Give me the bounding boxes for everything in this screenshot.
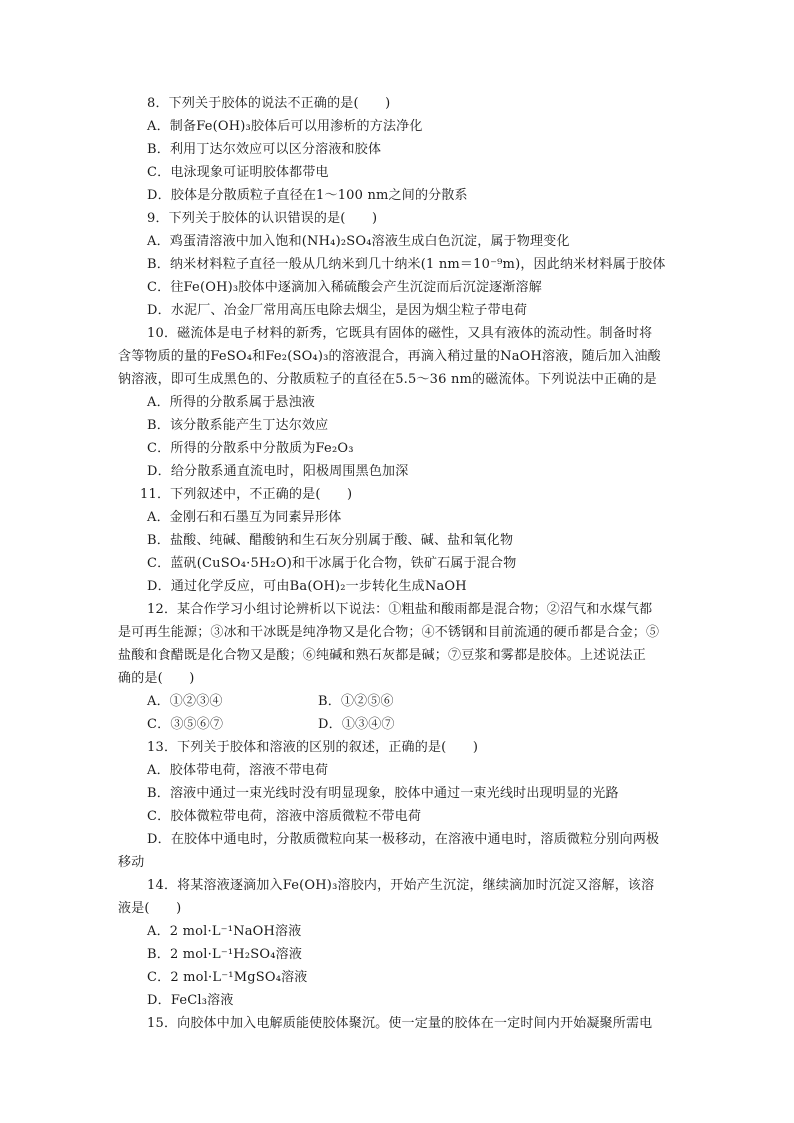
q14-stem-line1: 14．将某溶液逐滴加入Fe(OH)₃溶胶内，开始产生沉淀，继续滴加时沉淀又溶解，该溶 [147,878,655,893]
q14-option-b: B．2 mol·L⁻¹H₂SO₄溶液 [147,947,303,962]
q13-option-c: C．胶体微粒带电荷，溶液中溶质微粒不带电荷 [147,809,422,824]
q10-option-d: D．给分散系通直流电时，阳极周围黑色加深 [147,464,409,479]
q8-option-d: D．胶体是分散质粒子直径在1～100 nm之间的分散系 [147,188,468,203]
q11-option-b: B．盐酸、纯碱、醋酸钠和生石灰分别属于酸、碱、盐和氧化物 [147,533,514,548]
q10-stem-line2: 含等物质的量的FeSO₄和Fe₂(SO₄)₃的溶液混合，再滴入稍过量的NaOH溶液，随后加入油酸 [118,349,661,364]
q11-option-a: A．金刚石和石墨互为同素异形体 [147,510,342,525]
q13-option-d-line2: 移动 [118,855,145,870]
q9-option-b: B．纳米材料粒子直径一般从几纳米到几十纳米(1 nm＝10⁻⁹m)，因此纳米材料属于胶体 [147,257,666,272]
q8-option-a: A．制备Fe(OH)₃胶体后可以用渗析的方法净化 [147,119,423,134]
q14-option-c: C．2 mol·L⁻¹MgSO₄溶液 [147,970,308,985]
q9-stem: 9．下列关于胶体的认识错误的是( ) [147,211,378,226]
q14-stem-line2: 液是( ) [118,901,182,916]
q9-option-d: D．水泥厂、冶金厂常用高压电除去烟尘，是因为烟尘粒子带电荷 [147,303,528,318]
q9-option-a: A．鸡蛋清溶液中加入饱和(NH₄)₂SO₄溶液生成白色沉淀，属于物理变化 [147,234,570,249]
q12-option-c: C．③⑤⑥⑦ [147,717,224,732]
q12-option-a: A．①②③④ [147,694,223,709]
q9-option-c: C．往Fe(OH)₃胶体中逐滴加入稀硫酸会产生沉淀而后沉淀逐渐溶解 [147,280,542,295]
q11-option-d: D．通过化学反应，可由Ba(OH)₂一步转化生成NaOH [147,579,467,594]
q13-option-b: B．溶液中通过一束光线时没有明显现象，胶体中通过一束光线时出现明显的光路 [147,786,619,801]
q8-option-b: B．利用丁达尔效应可以区分溶液和胶体 [147,142,382,157]
q12-stem-line1: 12．某合作学习小组讨论辨析以下说法：①粗盐和酸雨都是混合物；②沼气和水煤气都 [147,602,653,617]
q10-stem-line1: 10．磁流体是电子材料的新秀，它既具有固体的磁性，又具有液体的流动性。制备时将 [147,326,653,341]
q10-option-c: C．所得的分散系中分散质为Fe₂O₃ [147,441,354,456]
q12-stem-line2: 是可再生能源；③冰和干冰既是纯净物又是化合物；④不锈钢和目前流通的硬币都是合金；⑤ [118,625,660,640]
q11-option-c: C．蓝矾(CuSO₄·5H₂O)和干冰属于化合物，铁矿石属于混合物 [147,556,517,571]
q11-stem: 11．下列叙述中，不正确的是( ) [140,487,353,502]
q10-stem-line3: 钠溶液，即可生成黑色的、分散质粒子的直径在5.5～36 nm的磁流体。下列说法中正确的是 [118,372,657,387]
q8-stem: 8．下列关于胶体的说法不正确的是( ) [147,96,391,111]
q10-option-b: B．该分散系能产生丁达尔效应 [147,418,329,433]
q14-option-d: D．FeCl₃溶液 [147,993,234,1008]
q10-option-a: A．所得的分散系属于悬浊液 [147,395,315,410]
q14-option-a: A．2 mol·L⁻¹NaOH溶液 [147,924,302,939]
q12-stem-line3: 盐酸和食醋既是化合物又是酸；⑥纯碱和熟石灰都是碱；⑦豆浆和雾都是胶体。上述说法正 [118,648,647,663]
q12-option-d: D．①③④⑦ [318,717,395,732]
q13-stem: 13．下列关于胶体和溶液的区别的叙述，正确的是( ) [147,740,479,755]
q15-stem-line1: 15．向胶体中加入电解质能使胶体聚沉。使一定量的胶体在一定时间内开始凝聚所需电 [147,1016,653,1031]
q13-option-d-line1: D．在胶体中通电时，分散质微粒向某一极移动，在溶液中通电时，溶质微粒分别向两极 [147,832,660,847]
q12-stem-line4: 确的是( ) [118,671,195,686]
q12-option-b: B．①②⑤⑥ [318,694,394,709]
q8-option-c: C．电泳现象可证明胶体都带电 [147,165,329,180]
q13-option-a: A．胶体带电荷，溶液不带电荷 [147,763,329,778]
